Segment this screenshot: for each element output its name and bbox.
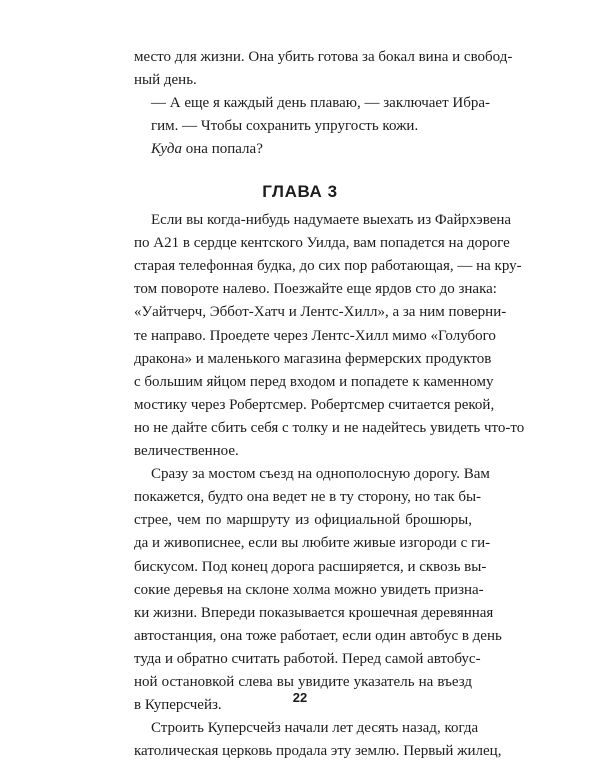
text-line: мостику через Робертсмер. Робертсмер считается рекой, (134, 396, 495, 413)
text-line: Строить Куперсчейз начали лет десять назад, когда (151, 720, 479, 737)
text-line: ки жизни. Впереди показывается крошечная деревянная (134, 604, 494, 621)
chapter-title: ГЛАВА 3 (262, 182, 338, 201)
text-line: ный день. (134, 72, 197, 89)
text-line: автостанция, она тоже работает, если один автобус в день (134, 627, 502, 644)
text-line: том повороте налево. Поезжайте еще ярдов сто до знака: (134, 281, 497, 298)
text-line: покажется, будто она ведет не в ту сторону, но так бы- (134, 489, 482, 506)
text-line: стрее, чем по маршруту из официальной брошюры, (134, 512, 472, 529)
text-line: католическая церковь продала эту землю. Первый жилец, (134, 743, 502, 760)
text-line: — А еще я каждый день плаваю, — заключает Ибра- (151, 95, 491, 112)
text-line: но не дайте сбить себя с толку и не надейтесь увидеть что-то (134, 419, 525, 436)
italic-word: Куда (151, 141, 183, 158)
text-line: с большим яйцом перед входом и попадете к каменному (134, 373, 494, 390)
text-line: место для жизни. Она убить готова за бокал вина и свобод- (134, 49, 513, 65)
text-line (134, 138, 472, 161)
text-span: она попала? (182, 141, 263, 158)
text-line: ной остановкой слева вы увидите указатель на въезд (134, 674, 472, 690)
text-line: да и живописнее, если вы любите живые изгороди с ги- (134, 535, 491, 552)
text-line: старая телефонная будка, до сих пор работающая, — на кру- (134, 258, 522, 275)
text-line: туда и обратно считать работой. Перед самой автобус- (134, 650, 481, 667)
text-line: Сразу за мостом съезд на однополосную дорогу. Вам (151, 466, 490, 483)
text-line: Если вы когда-нибудь надумаете выехать из Файрхэвена (151, 212, 512, 228)
text-line: гим. — Чтобы сохранить упругость кожи. (151, 118, 419, 135)
text-line: в Куперсчейз. (134, 697, 222, 714)
text-line: бискусом. Под конец дорога расширяется, и сквозь вы- (134, 558, 487, 575)
text-line: величественное. (134, 443, 239, 459)
text-line: «Уайтчерч, Эббот-Хатч и Лентс-Хилл», а за ним поверни- (134, 304, 507, 321)
text-line: те направо. Проедете через Лентс-Хилл мимо «Голубого (134, 327, 496, 344)
text-line: дракона» и маленького магазина фермерских продуктов (134, 350, 492, 367)
page-number: 22 (292, 690, 308, 705)
text-line: по А21 в сердце кентского Уилда, вам попадется на дороге (134, 235, 510, 252)
text-line: сокие деревья на склоне холма можно увидеть призна- (134, 581, 484, 598)
